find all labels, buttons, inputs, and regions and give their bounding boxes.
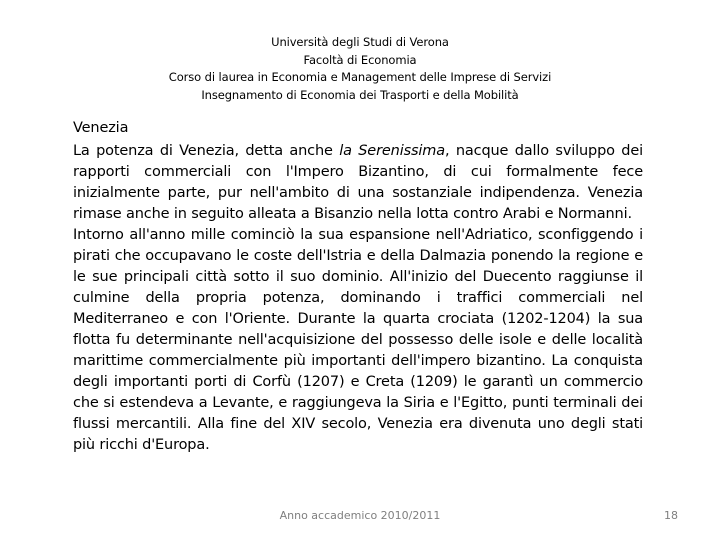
paragraph-expansion: Intorno all'anno mille cominciò la sua espansione nell'Adriatico, sconfiggendo i pirati che occupavano le coste dell'Istria e della Dalmazia ponendo la regione e le sue principali città sotto il suo dominio. All'inizio del Duecento raggiunse il culmine della propria potenza, dominando i traffici commerciali nel Mediterraneo e con l'Oriente. Durante la quarta crociata (1202-1204) la sua flotta fu determinante nell'acquisizione del possesso delle isole e delle località marittime commercialmente più importanti dell'impero bizantino. La conquista degli importanti porti di Corfù (1207) e Creta (1209) le garantì un commercio che si estendeva a Levante, e raggiungeva la Siria e l'Egitto, punti terminali dei flussi mercantili. Alla fine del XIV secolo, Venezia era divenuta uno degli stati più ricchi d'Europa. <box>73 227 643 453</box>
paragraph-origins <box>73 141 643 225</box>
degree-course: Corso di laurea in Economia e Management delle Imprese di Servizi <box>168 70 552 84</box>
paragraph-origins-text-end: , nacque dallo sviluppo dei rapporti commerciali con l'Impero Bizantino, di cui formalmente fece inizialmente parte, pur nell'ambito di una sostanziale indipendenza. Venezia rimase anche in seguito alleata a Bisanzio nella lotta contro Arabi e Normanni. <box>73 143 644 222</box>
section-title: Venezia <box>73 120 129 136</box>
page-number: 18 <box>664 509 678 522</box>
paragraph-origins-text-start: La potenza di Venezia, detta anche <box>73 143 340 159</box>
course-subject: Insegnamento di Economia dei Trasporti e della Mobilità <box>201 87 519 102</box>
document-header <box>0 34 720 104</box>
university-name: Università degli Studi di Verona <box>271 35 449 49</box>
document-body <box>73 118 643 456</box>
faculty-name: Facoltà di Economia <box>303 52 417 67</box>
serenissima-term: la Serenissima <box>339 143 445 159</box>
academic-year: Anno accademico 2010/2011 <box>279 509 441 522</box>
